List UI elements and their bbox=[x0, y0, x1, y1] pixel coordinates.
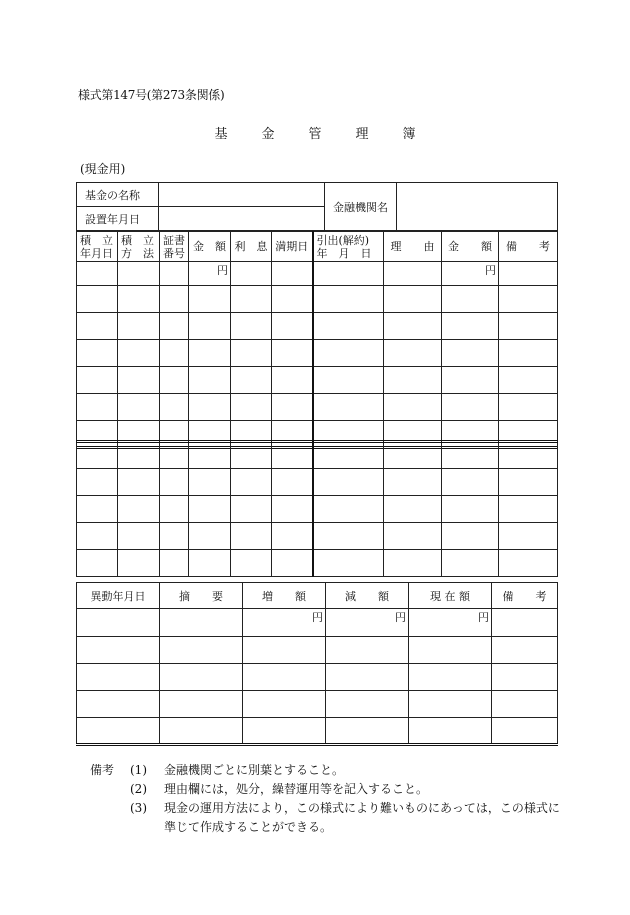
maturity-date-header: 満期日 bbox=[272, 232, 313, 262]
ledger-cell[interactable] bbox=[118, 313, 160, 340]
table-row bbox=[77, 718, 558, 745]
ledger-cell[interactable] bbox=[118, 523, 160, 550]
table-row bbox=[77, 637, 558, 664]
ledger-cell[interactable] bbox=[384, 340, 442, 367]
summary-cell[interactable] bbox=[409, 718, 492, 745]
ledger-cell[interactable] bbox=[231, 442, 272, 469]
note-number: (2) bbox=[130, 782, 147, 796]
note-text: 理由欄には，処分，繰替運用等を記入すること。 bbox=[164, 782, 429, 796]
ledger-cell[interactable] bbox=[160, 523, 189, 550]
note-text: 金融機関ごとに別葉とすること。 bbox=[164, 763, 345, 777]
ledger-cell[interactable] bbox=[189, 523, 231, 550]
ledger-cell[interactable] bbox=[384, 367, 442, 394]
ledger-cell[interactable] bbox=[442, 286, 499, 313]
ledger-cell[interactable] bbox=[77, 340, 118, 367]
ledger-cell[interactable] bbox=[77, 394, 118, 421]
table-row bbox=[77, 523, 558, 550]
current-amount-unit-cell[interactable]: 円 bbox=[409, 609, 492, 637]
fund-name-field[interactable] bbox=[159, 183, 325, 207]
ledger-cell[interactable] bbox=[272, 313, 313, 340]
summary-cell[interactable] bbox=[160, 664, 243, 691]
ledger-cell[interactable] bbox=[160, 367, 189, 394]
ledger-cell[interactable] bbox=[384, 496, 442, 523]
ledger-cell[interactable] bbox=[313, 340, 384, 367]
ledger-cell[interactable] bbox=[272, 469, 313, 496]
ledger-cell[interactable] bbox=[231, 523, 272, 550]
ledger-cell[interactable] bbox=[442, 340, 499, 367]
ledger-cell[interactable] bbox=[499, 394, 558, 421]
summary-cell[interactable] bbox=[160, 637, 243, 664]
fund-info-table bbox=[76, 182, 558, 231]
summary-remarks-header: 備 考 bbox=[492, 583, 558, 609]
title-char: 理 bbox=[355, 127, 369, 142]
deposit-date-header bbox=[77, 232, 118, 262]
ledger-cell[interactable] bbox=[313, 550, 384, 577]
table-row bbox=[77, 442, 558, 469]
financial-institution-field[interactable] bbox=[397, 183, 558, 231]
withdrawal-date-header bbox=[313, 232, 384, 262]
ledger-cell[interactable] bbox=[272, 367, 313, 394]
header-line: 証書 bbox=[163, 233, 185, 247]
established-date-field[interactable] bbox=[159, 207, 325, 231]
summary-cell[interactable] bbox=[326, 637, 409, 664]
ledger-cell[interactable] bbox=[231, 550, 272, 577]
ledger-cell[interactable] bbox=[231, 496, 272, 523]
ledger-cell[interactable] bbox=[499, 313, 558, 340]
table-row bbox=[77, 313, 558, 340]
ledger-cell[interactable] bbox=[499, 286, 558, 313]
summary-cell[interactable] bbox=[77, 664, 160, 691]
note-indent bbox=[90, 818, 130, 837]
summary-cell[interactable] bbox=[77, 609, 160, 637]
withdrawal-amount-header: 金 額 bbox=[442, 232, 499, 262]
ledger-cell[interactable] bbox=[118, 550, 160, 577]
header-line: 方 法 bbox=[121, 246, 154, 260]
ledger-cell[interactable] bbox=[384, 523, 442, 550]
notes-section bbox=[90, 761, 584, 837]
note-item bbox=[90, 780, 584, 799]
ledger-table-upper bbox=[76, 231, 558, 449]
ledger-cell[interactable] bbox=[313, 469, 384, 496]
ledger-cell[interactable] bbox=[189, 442, 231, 469]
ledger-cell[interactable] bbox=[272, 340, 313, 367]
header-line: 年 月 日 bbox=[316, 246, 372, 260]
title-char: 管 bbox=[308, 127, 322, 142]
summary-cell[interactable] bbox=[492, 609, 558, 637]
current-amount-header: 現 在 額 bbox=[409, 583, 492, 609]
ledger-cell[interactable] bbox=[499, 262, 558, 286]
ledger-cell[interactable] bbox=[442, 394, 499, 421]
ledger-cell[interactable] bbox=[231, 367, 272, 394]
decrease-unit-cell[interactable]: 円 bbox=[326, 609, 409, 637]
ledger-cell[interactable] bbox=[499, 496, 558, 523]
ledger-cell[interactable] bbox=[231, 262, 272, 286]
ledger-cell[interactable] bbox=[384, 286, 442, 313]
ledger-cell[interactable] bbox=[272, 496, 313, 523]
ledger-cell[interactable] bbox=[231, 286, 272, 313]
summary-cell[interactable] bbox=[326, 718, 409, 745]
ledger-cell[interactable] bbox=[160, 469, 189, 496]
form-number: 様式第147号(第273条関係) bbox=[78, 88, 225, 102]
remarks-header: 備 考 bbox=[499, 232, 558, 262]
ledger-cell[interactable] bbox=[160, 394, 189, 421]
ledger-cell[interactable] bbox=[118, 340, 160, 367]
header-line: 引出(解約) bbox=[316, 233, 370, 247]
summary-cell[interactable] bbox=[492, 637, 558, 664]
title-char: 金 bbox=[261, 127, 275, 142]
table-row bbox=[77, 691, 558, 718]
ledger-cell[interactable] bbox=[189, 286, 231, 313]
ledger-cell[interactable] bbox=[272, 442, 313, 469]
ledger-cell[interactable] bbox=[231, 469, 272, 496]
summary-cell[interactable] bbox=[492, 718, 558, 745]
ledger-cell[interactable] bbox=[499, 523, 558, 550]
summary-cell[interactable] bbox=[409, 691, 492, 718]
note-item bbox=[90, 761, 584, 780]
summary-cell[interactable] bbox=[243, 637, 326, 664]
ledger-cell[interactable] bbox=[77, 367, 118, 394]
table-row bbox=[77, 286, 558, 313]
ledger-cell[interactable] bbox=[189, 469, 231, 496]
fund-name-label: 基金の名称 bbox=[77, 183, 159, 207]
ledger-cell[interactable] bbox=[77, 550, 118, 577]
ledger-cell[interactable] bbox=[231, 394, 272, 421]
reason-header: 理 由 bbox=[384, 232, 442, 262]
ledger-cell[interactable] bbox=[160, 313, 189, 340]
ledger-cell[interactable] bbox=[499, 367, 558, 394]
ledger-cell[interactable] bbox=[118, 286, 160, 313]
note-number bbox=[130, 818, 164, 837]
ledger-cell[interactable] bbox=[313, 313, 384, 340]
summary-table bbox=[76, 582, 558, 746]
ledger-cell[interactable] bbox=[77, 496, 118, 523]
note-item bbox=[90, 799, 584, 818]
decrease-header: 減 額 bbox=[326, 583, 409, 609]
ledger-cell[interactable] bbox=[160, 340, 189, 367]
amount-unit-cell[interactable]: 円 bbox=[189, 262, 231, 286]
ledger-cell[interactable] bbox=[313, 286, 384, 313]
ledger-cell[interactable] bbox=[384, 262, 442, 286]
ledger-cell[interactable] bbox=[384, 469, 442, 496]
ledger-cell[interactable] bbox=[499, 550, 558, 577]
increase-header: 増 額 bbox=[243, 583, 326, 609]
ledger-cell[interactable] bbox=[77, 313, 118, 340]
note-item bbox=[90, 818, 584, 837]
table-row bbox=[77, 550, 558, 577]
notes-heading: 備考 bbox=[90, 763, 115, 777]
ledger-cell[interactable] bbox=[77, 286, 118, 313]
header-line: 積 立 bbox=[121, 233, 154, 247]
summary-cell[interactable] bbox=[77, 637, 160, 664]
table-row bbox=[77, 367, 558, 394]
ledger-cell[interactable] bbox=[272, 262, 313, 286]
ledger-cell[interactable] bbox=[313, 442, 384, 469]
ledger-cell[interactable] bbox=[272, 394, 313, 421]
ledger-cell[interactable] bbox=[160, 286, 189, 313]
ledger-cell[interactable] bbox=[118, 394, 160, 421]
certificate-number-header bbox=[160, 232, 189, 262]
ledger-cell[interactable] bbox=[77, 523, 118, 550]
ledger-cell[interactable] bbox=[231, 340, 272, 367]
note-number: (1) bbox=[130, 763, 147, 777]
ledger-cell[interactable] bbox=[160, 496, 189, 523]
form-subtitle: (現金用) bbox=[80, 162, 126, 176]
ledger-cell[interactable] bbox=[384, 313, 442, 340]
summary-cell[interactable] bbox=[243, 664, 326, 691]
header-line: 番号 bbox=[163, 246, 185, 260]
note-text: 現金の運用方法により，この様式により難いものにあっては，この様式に bbox=[164, 801, 560, 815]
header-line: 積 立 bbox=[80, 233, 113, 247]
increase-unit-cell[interactable]: 円 bbox=[243, 609, 326, 637]
ledger-cell[interactable] bbox=[189, 340, 231, 367]
ledger-cell[interactable] bbox=[231, 313, 272, 340]
ledger-cell[interactable] bbox=[118, 262, 160, 286]
ledger-cell[interactable] bbox=[442, 367, 499, 394]
summary-cell[interactable] bbox=[77, 718, 160, 745]
ledger-cell[interactable] bbox=[384, 394, 442, 421]
title-char: 簿 bbox=[402, 127, 416, 142]
summary-cell[interactable] bbox=[243, 691, 326, 718]
ledger-cell[interactable] bbox=[189, 496, 231, 523]
ledger-cell[interactable] bbox=[499, 469, 558, 496]
note-indent bbox=[90, 799, 130, 818]
table-row bbox=[77, 496, 558, 523]
table-row bbox=[77, 664, 558, 691]
ledger-cell[interactable] bbox=[442, 313, 499, 340]
withdrawal-amount-unit-cell[interactable]: 円 bbox=[442, 262, 499, 286]
description-header: 摘 要 bbox=[160, 583, 243, 609]
ledger-table-continuation bbox=[76, 440, 558, 577]
ledger-cell[interactable] bbox=[189, 550, 231, 577]
ledger-cell[interactable] bbox=[313, 262, 384, 286]
ledger-cell[interactable] bbox=[313, 394, 384, 421]
ledger-cell[interactable] bbox=[160, 262, 189, 286]
ledger-cell[interactable] bbox=[189, 367, 231, 394]
note-indent bbox=[90, 780, 130, 799]
ledger-cell[interactable] bbox=[442, 550, 499, 577]
deposit-method-header bbox=[118, 232, 160, 262]
ledger-cell[interactable] bbox=[118, 469, 160, 496]
ledger-cell[interactable] bbox=[189, 313, 231, 340]
ledger-cell[interactable] bbox=[442, 469, 499, 496]
ledger-cell[interactable] bbox=[442, 523, 499, 550]
ledger-cell[interactable] bbox=[160, 550, 189, 577]
summary-cell[interactable] bbox=[243, 718, 326, 745]
ledger-cell[interactable] bbox=[118, 442, 160, 469]
ledger-cell[interactable] bbox=[313, 523, 384, 550]
ledger-cell[interactable] bbox=[384, 550, 442, 577]
page-title bbox=[0, 123, 630, 142]
summary-cell[interactable] bbox=[409, 664, 492, 691]
table-row bbox=[77, 394, 558, 421]
financial-institution-label: 金融機関名 bbox=[325, 183, 397, 231]
ledger-cell[interactable] bbox=[118, 367, 160, 394]
note-number: (3) bbox=[130, 801, 147, 815]
ledger-cell[interactable] bbox=[313, 496, 384, 523]
ledger-cell[interactable] bbox=[77, 442, 118, 469]
ledger-cell[interactable] bbox=[77, 262, 118, 286]
ledger-cell[interactable] bbox=[313, 367, 384, 394]
summary-cell[interactable] bbox=[326, 691, 409, 718]
summary-cell[interactable] bbox=[77, 691, 160, 718]
header-line: 年月日 bbox=[80, 246, 113, 260]
change-date-header: 異動年月日 bbox=[77, 583, 160, 609]
ledger-cell[interactable] bbox=[77, 469, 118, 496]
ledger-cell[interactable] bbox=[442, 442, 499, 469]
ledger-cell[interactable] bbox=[272, 523, 313, 550]
ledger-cell[interactable] bbox=[499, 340, 558, 367]
interest-header: 利 息 bbox=[231, 232, 272, 262]
ledger-cell[interactable] bbox=[272, 550, 313, 577]
note-text: 準じて作成することができる。 bbox=[164, 820, 333, 834]
summary-cell[interactable] bbox=[409, 637, 492, 664]
ledger-cell[interactable] bbox=[442, 496, 499, 523]
ledger-cell[interactable] bbox=[384, 442, 442, 469]
ledger-cell[interactable] bbox=[118, 496, 160, 523]
table-row bbox=[77, 469, 558, 496]
summary-cell[interactable] bbox=[160, 691, 243, 718]
summary-cell[interactable] bbox=[160, 718, 243, 745]
ledger-cell[interactable] bbox=[499, 442, 558, 469]
title-char: 基 bbox=[214, 127, 228, 142]
summary-cell[interactable] bbox=[160, 609, 243, 637]
ledger-cell[interactable] bbox=[160, 442, 189, 469]
ledger-cell[interactable] bbox=[272, 286, 313, 313]
summary-cell[interactable] bbox=[492, 664, 558, 691]
summary-cell[interactable] bbox=[326, 664, 409, 691]
amount-header: 金 額 bbox=[189, 232, 231, 262]
established-date-label: 設置年月日 bbox=[77, 207, 159, 231]
ledger-cell[interactable] bbox=[189, 394, 231, 421]
summary-cell[interactable] bbox=[492, 691, 558, 718]
table-row bbox=[77, 340, 558, 367]
